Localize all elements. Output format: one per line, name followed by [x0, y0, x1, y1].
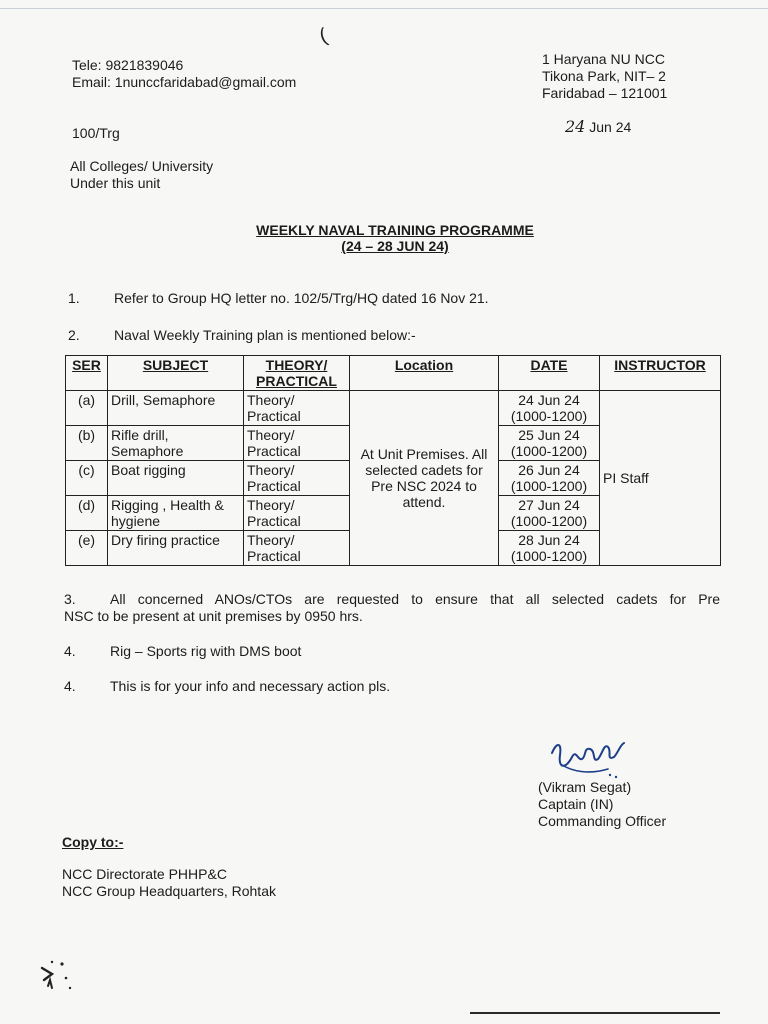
bottom-scan-line: [470, 1012, 720, 1014]
cell-ser: (e): [66, 531, 108, 566]
header-subject: SUBJECT: [108, 356, 244, 391]
cell-date: [499, 531, 600, 566]
copy-to-list: [62, 866, 276, 900]
cell-ser: (b): [66, 426, 108, 461]
date-text: 24 Jun 24: [518, 392, 580, 408]
table-row: [66, 391, 721, 426]
signatory-name: (Vikram Segat): [538, 779, 632, 795]
copy-to-item: NCC Directorate PHHP&C: [62, 866, 227, 882]
paragraph-5: [64, 678, 390, 695]
para-number: 3.: [64, 591, 76, 607]
cell-subject: Boat rigging: [108, 461, 244, 496]
address-block: [542, 51, 667, 102]
table-header-row: [66, 356, 721, 391]
handwritten-signature: [548, 735, 628, 783]
contact-block: [72, 57, 296, 91]
date-text: 27 Jun 24: [518, 497, 580, 513]
cell-date: [499, 461, 600, 496]
cell-ser: (c): [66, 461, 108, 496]
cell-ser: (d): [66, 496, 108, 531]
para-number: 2.: [68, 327, 80, 343]
paragraph-2: [68, 327, 416, 344]
para-text-continued: NSC to be present at unit premises by 0950 hrs.: [64, 608, 363, 624]
address-line: 1 Haryana NU NCC: [542, 51, 665, 67]
para-text: Naval Weekly Training plan is mentioned below:-: [114, 327, 416, 343]
time-text: (1000-1200): [510, 548, 588, 564]
time-text: (1000-1200): [510, 513, 588, 529]
cell-location: At Unit Premises. All selected cadets for Pre NSC 2024 to attend.: [350, 391, 499, 566]
address-line: Tikona Park, NIT– 2: [542, 68, 666, 84]
cell-subject: Drill, Semaphore: [108, 391, 244, 426]
time-text: (1000-1200): [510, 478, 588, 494]
handwritten-day: 24: [565, 117, 586, 136]
letter-date: [565, 118, 631, 136]
cell-subject: Dry firing practice: [108, 531, 244, 566]
cell-subject: Rifle drill, Semaphore: [108, 426, 244, 461]
header-date: DATE: [499, 356, 600, 391]
cell-subject: Rigging , Health & hygiene: [108, 496, 244, 531]
date-text: 28 Jun 24: [518, 532, 580, 548]
pen-mark: (: [316, 24, 330, 48]
para-text: Rig – Sports rig with DMS boot: [110, 643, 302, 659]
addressee-line: Under this unit: [70, 175, 161, 191]
copy-to-item: NCC Group Headquarters, Rohtak: [62, 883, 276, 899]
cell-date: [499, 426, 600, 461]
reference-number: 100/Trg: [72, 125, 120, 141]
para-text: This is for your info and necessary action pls.: [110, 678, 391, 694]
date-month-year: Jun 24: [589, 119, 632, 135]
time-text: (1000-1200): [510, 443, 588, 459]
training-table: [65, 355, 721, 566]
document-title: [0, 222, 768, 254]
header-ser: SER: [66, 356, 108, 391]
header-theory-practical: THEORY/ PRACTICAL: [244, 356, 350, 391]
para-number: 4.: [64, 643, 76, 659]
header-location: Location: [350, 356, 499, 391]
paragraph-4: [64, 643, 301, 660]
cell-date: [499, 391, 600, 426]
telephone: Tele: 9821839046: [72, 57, 184, 73]
cell-theory: Theory/ Practical: [244, 391, 350, 426]
cell-ser: (a): [66, 391, 108, 426]
signatory-rank: Captain (IN): [538, 796, 614, 812]
cell-theory: Theory/ Practical: [244, 531, 350, 566]
top-scan-line: [0, 8, 768, 9]
cell-theory: Theory/ Practical: [244, 461, 350, 496]
date-text: 25 Jun 24: [518, 427, 580, 443]
title-line: WEEKLY NAVAL TRAINING PROGRAMME: [256, 222, 534, 238]
cell-date: [499, 496, 600, 531]
addressee: [70, 158, 213, 192]
para-text: Refer to Group HQ letter no. 102/5/Trg/HQ dated 16 Nov 21.: [114, 290, 489, 306]
para-number: 4.: [64, 678, 76, 694]
title-dates: (24 – 28 JUN 24): [341, 238, 449, 254]
time-text: (1000-1200): [510, 408, 588, 424]
address-line: Faridabad – 121001: [542, 85, 668, 101]
addressee-line: All Colleges/ University: [70, 158, 214, 174]
date-text: 26 Jun 24: [518, 462, 580, 478]
cell-theory: Theory/ Practical: [244, 426, 350, 461]
email: Email: 1nunccfaridabad@gmail.com: [72, 74, 297, 90]
cell-theory: Theory/ Practical: [244, 496, 350, 531]
ink-mark-icon: [38, 958, 78, 994]
header-instructor: INSTRUCTOR: [600, 356, 721, 391]
copy-to-label: Copy to:-: [62, 834, 124, 850]
signature-block: [538, 779, 666, 830]
para-text: All concerned ANOs/CTOs are requested to ensure that all selected cadets for Pre: [110, 591, 720, 607]
cell-instructor: PI Staff: [600, 391, 721, 566]
paragraph-1: [68, 290, 489, 307]
para-number: 1.: [68, 290, 80, 306]
signatory-role: Commanding Officer: [538, 813, 667, 829]
scan-specks: [38, 958, 78, 999]
paragraph-3: [64, 591, 720, 625]
